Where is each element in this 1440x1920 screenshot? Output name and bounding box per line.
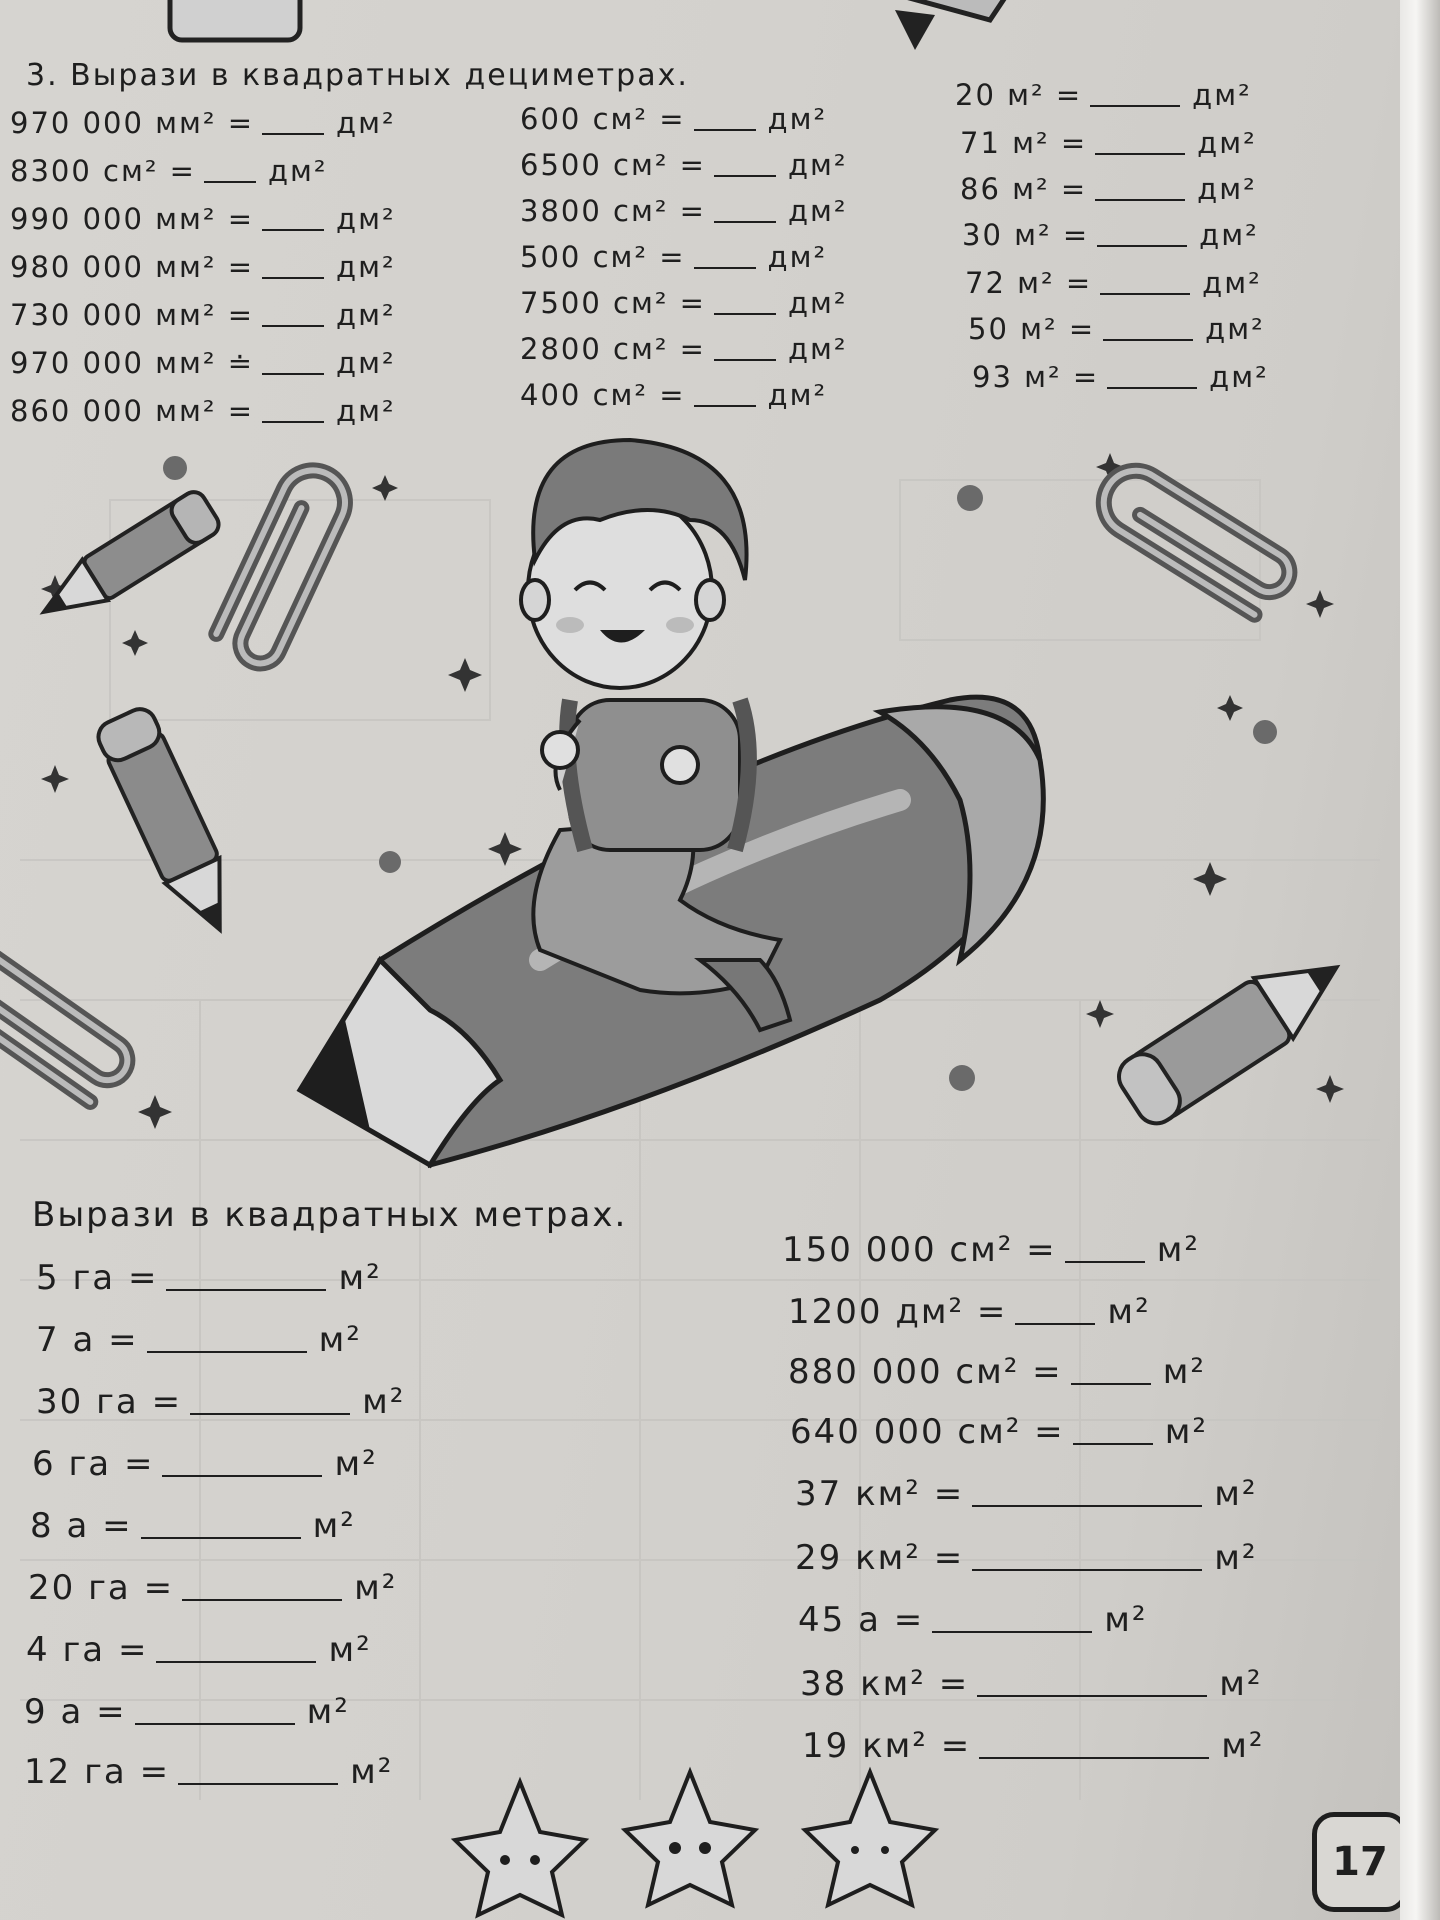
task3-item — [962, 218, 1259, 252]
answer-blank[interactable] — [1095, 199, 1185, 201]
unit: дм² — [1205, 312, 1265, 346]
answer-blank[interactable] — [1095, 153, 1185, 155]
unit: м² — [1214, 1474, 1258, 1514]
expression: 45 а = — [798, 1600, 925, 1640]
answer-blank[interactable] — [190, 1413, 350, 1415]
unit: дм² — [767, 378, 828, 412]
answer-blank[interactable] — [1090, 105, 1180, 107]
task4-heading: Вырази в квадратных метрах. — [32, 1195, 628, 1235]
expression: 30 га = — [36, 1382, 183, 1422]
answer-blank[interactable] — [972, 1505, 1202, 1507]
unit: м² — [362, 1382, 406, 1422]
boy-figure — [521, 440, 790, 1030]
answer-blank[interactable] — [262, 229, 324, 231]
unit: м² — [338, 1258, 382, 1298]
task3-item — [10, 298, 396, 332]
expression: 4 га = — [26, 1630, 149, 1670]
answer-blank[interactable] — [714, 221, 776, 223]
expression: 38 км² = — [800, 1664, 970, 1704]
expression: 5 га = — [36, 1258, 159, 1298]
expression: 1200 дм² = — [788, 1292, 1008, 1332]
unit: дм² — [336, 202, 396, 236]
unit: дм² — [1197, 172, 1257, 206]
task3-item — [10, 106, 396, 140]
answer-blank[interactable] — [1015, 1323, 1095, 1325]
answer-blank[interactable] — [147, 1351, 307, 1353]
expression: 2800 см² = — [520, 332, 706, 366]
unit: м² — [350, 1752, 394, 1792]
task4-item — [24, 1752, 393, 1792]
answer-blank[interactable] — [972, 1569, 1202, 1571]
task4-item — [788, 1292, 1151, 1332]
task3-item — [965, 266, 1262, 300]
task4-item — [795, 1474, 1257, 1514]
task4-item — [798, 1600, 1147, 1640]
task3-item — [972, 360, 1269, 394]
expression: 19 км² = — [802, 1726, 972, 1766]
unit: м² — [1219, 1664, 1263, 1704]
unit: м² — [1107, 1292, 1151, 1332]
task3-item — [968, 312, 1265, 346]
unit: м² — [306, 1692, 350, 1732]
answer-blank[interactable] — [694, 405, 756, 407]
answer-blank[interactable] — [714, 359, 776, 361]
unit: м² — [328, 1630, 372, 1670]
task3-item — [955, 78, 1252, 112]
task3-item — [10, 346, 396, 380]
answer-blank[interactable] — [262, 325, 324, 327]
expression: 20 га = — [28, 1568, 175, 1608]
task3-item — [520, 286, 848, 320]
unit: дм² — [1202, 266, 1262, 300]
task4-item — [26, 1630, 372, 1670]
expression: 72 м² = — [965, 266, 1093, 300]
task3-item — [960, 172, 1257, 206]
unit: м² — [312, 1506, 356, 1546]
answer-blank[interactable] — [262, 373, 324, 375]
task4-item — [790, 1412, 1208, 1452]
answer-blank[interactable] — [262, 133, 324, 135]
answer-blank[interactable] — [262, 421, 324, 423]
task3-item — [520, 148, 848, 182]
task4-item — [24, 1692, 350, 1732]
answer-blank[interactable] — [932, 1631, 1092, 1633]
unit: дм² — [1199, 218, 1259, 252]
answer-blank[interactable] — [714, 313, 776, 315]
unit: дм² — [336, 394, 396, 428]
expression: 50 м² = — [968, 312, 1096, 346]
task3-item — [520, 194, 848, 228]
expression: 8300 см² = — [10, 154, 196, 188]
task3-item — [520, 240, 827, 274]
answer-blank[interactable] — [977, 1695, 1207, 1697]
task3-item — [960, 126, 1257, 160]
task4-item — [800, 1664, 1262, 1704]
unit: дм² — [788, 286, 848, 320]
answer-blank[interactable] — [1103, 339, 1193, 341]
unit: м² — [354, 1568, 398, 1608]
unit: м² — [1214, 1538, 1258, 1578]
expression: 6 га = — [32, 1444, 155, 1484]
task3-item — [10, 154, 328, 188]
task4-item — [36, 1258, 382, 1298]
answer-blank[interactable] — [162, 1475, 322, 1477]
answer-blank[interactable] — [262, 277, 324, 279]
unit: дм² — [788, 148, 848, 182]
answer-blank[interactable] — [182, 1599, 342, 1601]
expression: 600 см² = — [520, 102, 686, 136]
unit: дм² — [336, 346, 396, 380]
task4-item — [30, 1506, 356, 1546]
answer-blank[interactable] — [135, 1723, 295, 1725]
expression: 860 000 мм² = — [10, 394, 255, 428]
expression: 400 см² = — [520, 378, 686, 412]
task4-item — [28, 1568, 397, 1608]
expression: 9 а = — [24, 1692, 127, 1732]
unit: м² — [1164, 1412, 1208, 1452]
unit: дм² — [1192, 78, 1252, 112]
expression: 8 а = — [30, 1506, 133, 1546]
unit: дм² — [268, 154, 328, 188]
expression: 20 м² = — [955, 78, 1083, 112]
expression: 12 га = — [24, 1752, 171, 1792]
task4-item — [795, 1538, 1257, 1578]
expression: 3800 см² = — [520, 194, 706, 228]
expression: 730 000 мм² = — [10, 298, 255, 332]
expression: 6500 см² = — [520, 148, 706, 182]
unit: м² — [334, 1444, 378, 1484]
unit: дм² — [1197, 126, 1257, 160]
page-edge — [1400, 0, 1440, 1920]
unit: дм² — [336, 250, 396, 284]
task3-item — [10, 394, 396, 428]
answer-blank[interactable] — [141, 1537, 301, 1539]
unit: дм² — [767, 102, 828, 136]
task3-item — [10, 250, 396, 284]
unit: дм² — [1209, 360, 1269, 394]
expression: 980 000 мм² = — [10, 250, 255, 284]
expression: 970 000 мм² = — [10, 106, 255, 140]
unit: м² — [318, 1320, 362, 1360]
unit: дм² — [336, 298, 396, 332]
unit: м² — [1162, 1352, 1206, 1392]
unit: м² — [1156, 1230, 1200, 1270]
unit: дм² — [788, 332, 848, 366]
expression: 500 см² = — [520, 240, 686, 274]
expression: 29 км² = — [795, 1538, 965, 1578]
page-number: 17 — [1312, 1812, 1400, 1912]
unit: дм² — [336, 106, 396, 140]
expression: 150 000 см² = — [782, 1230, 1057, 1270]
task3-item — [520, 378, 827, 412]
answer-blank[interactable] — [714, 175, 776, 177]
task4-item — [802, 1726, 1264, 1766]
expression: 30 м² = — [962, 218, 1090, 252]
answer-blank[interactable] — [979, 1757, 1209, 1759]
answer-blank[interactable] — [694, 129, 756, 131]
answer-blank[interactable] — [204, 181, 256, 183]
expression: 640 000 см² = — [790, 1412, 1065, 1452]
answer-blank[interactable] — [178, 1783, 338, 1785]
expression: 86 м² = — [960, 172, 1088, 206]
expression: 970 000 мм² ≐ — [10, 346, 255, 380]
task4-item — [32, 1444, 378, 1484]
answer-blank[interactable] — [1100, 293, 1190, 295]
expression: 7500 см² = — [520, 286, 706, 320]
unit: м² — [1221, 1726, 1265, 1766]
task3-item — [520, 332, 848, 366]
answer-blank[interactable] — [1107, 387, 1197, 389]
answer-blank[interactable] — [1065, 1261, 1145, 1263]
answer-blank[interactable] — [1071, 1383, 1151, 1385]
task4-item — [782, 1230, 1200, 1270]
task3-item — [520, 102, 827, 136]
answer-blank[interactable] — [1073, 1443, 1153, 1445]
task4-item — [36, 1382, 405, 1422]
expression: 7 а = — [36, 1320, 139, 1360]
expression: 880 000 см² = — [788, 1352, 1063, 1392]
answer-blank[interactable] — [1097, 245, 1187, 247]
unit: дм² — [767, 240, 828, 274]
task4-item — [36, 1320, 362, 1360]
expression: 990 000 мм² = — [10, 202, 255, 236]
expression: 37 км² = — [795, 1474, 965, 1514]
task3-heading: 3. Вырази в квадратных дециметрах. — [26, 58, 689, 93]
answer-blank[interactable] — [694, 267, 756, 269]
unit: дм² — [788, 194, 848, 228]
expression: 71 м² = — [960, 126, 1088, 160]
answer-blank[interactable] — [166, 1289, 326, 1291]
task4-item — [788, 1352, 1206, 1392]
task3-item — [10, 202, 396, 236]
expression: 93 м² = — [972, 360, 1100, 394]
unit: м² — [1104, 1600, 1148, 1640]
answer-blank[interactable] — [156, 1661, 316, 1663]
